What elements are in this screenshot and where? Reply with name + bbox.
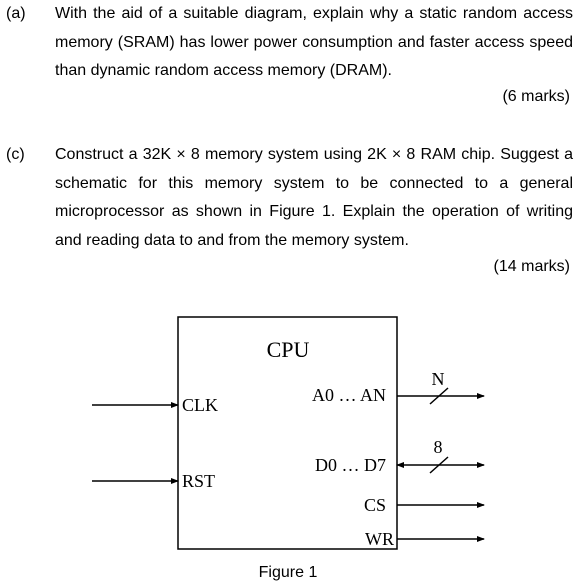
question-a-marks: (6 marks)	[502, 88, 570, 105]
question-c-text: Construct a 32K × 8 memory system using 2K × 8 RAM chip. Suggest a schematic for this memory system to be connected to a general microprocessor as shown in Figure 1. Explain the operation of writing and reading data to and from the memory system.	[55, 146, 573, 249]
clk-label: CLK	[182, 395, 218, 415]
rst-label: RST	[182, 471, 216, 491]
question-a-text: With the aid of a suitable diagram, explain why a static random access memory (SRAM) has lower power consumption and faster access speed than dynamic random access memory (DRAM).	[55, 5, 573, 79]
cpu-title: CPU	[266, 337, 310, 362]
figure-caption: Figure 1	[258, 564, 318, 581]
question-c-label: (c)	[6, 146, 25, 163]
address-bus-label: A0 … AN	[311, 385, 386, 405]
address-bus-width: N	[431, 369, 445, 389]
cs-label: CS	[363, 495, 386, 515]
wr-label: WR	[365, 529, 394, 549]
data-bus-label: D0 … D7	[315, 455, 386, 475]
data-bus-width: 8	[433, 437, 443, 457]
question-a-label: (a)	[6, 5, 26, 22]
question-c-marks: (14 marks)	[493, 258, 570, 275]
